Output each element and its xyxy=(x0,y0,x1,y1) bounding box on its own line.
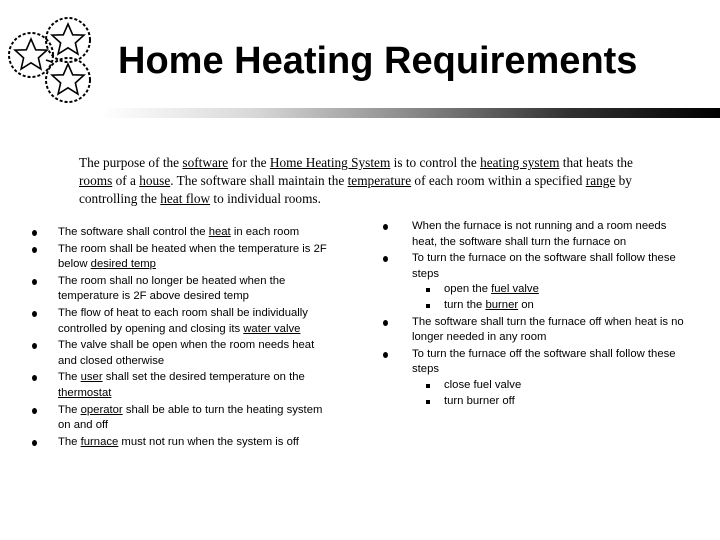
list-item: The room shall no longer be heated when the temperature is 2F above desired temp xyxy=(32,274,332,305)
sub-list-item: close fuel valve xyxy=(426,378,693,394)
bullet-icon xyxy=(383,224,388,230)
list-item: The operator shall be able to turn the heating system on and off xyxy=(32,403,332,434)
left-requirements-list xyxy=(32,225,332,451)
sub-list xyxy=(412,282,693,313)
square-bullet-icon xyxy=(426,384,430,388)
list-item: The furnace must not run when the system is off xyxy=(32,435,332,451)
bullet-icon xyxy=(32,247,37,253)
sub-list xyxy=(412,378,693,409)
bullet-icon xyxy=(32,375,37,381)
bullet-icon xyxy=(383,352,388,358)
bullet-icon xyxy=(32,279,37,285)
gradient-divider xyxy=(100,108,720,118)
bullet-icon xyxy=(32,311,37,317)
sub-list-item: open the fuel valve xyxy=(426,282,693,298)
bullet-icon xyxy=(383,256,388,262)
right-requirements-list xyxy=(383,219,693,410)
page-title: Home Heating Requirements xyxy=(118,40,638,82)
bullet-icon xyxy=(32,230,37,236)
list-item: To turn the furnace off the software shall follow these steps close fuel valve turn burner off xyxy=(383,347,693,409)
list-item: To turn the furnace on the software shall follow these steps open the fuel valve turn the burner on xyxy=(383,251,693,313)
bullet-icon xyxy=(383,320,388,326)
list-item: The software shall turn the furnace off when heat is no longer needed in any room xyxy=(383,315,693,346)
list-item: When the furnace is not running and a room needs heat, the software shall turn the furnace on xyxy=(383,219,693,250)
stars-logo-icon xyxy=(2,8,98,108)
list-item: The flow of heat to each room shall be individually controlled by opening and closing its water valve xyxy=(32,306,332,337)
sub-list-item: turn the burner on xyxy=(426,298,693,314)
list-item: The user shall set the desired temperature on the thermostat xyxy=(32,370,332,401)
bullet-icon xyxy=(32,343,37,349)
list-item: The valve shall be open when the room needs heat and closed otherwise xyxy=(32,338,332,369)
square-bullet-icon xyxy=(426,400,430,404)
square-bullet-icon xyxy=(426,304,430,308)
square-bullet-icon xyxy=(426,288,430,292)
list-item: The software shall control the heat in each room xyxy=(32,225,332,241)
intro-paragraph: The purpose of the software for the Home Heating System is to control the heating system that heats the rooms of a house. The software shall maintain the temperature of each room within a specified range by controlling the heat flow to individual rooms. xyxy=(79,155,633,206)
bullet-icon xyxy=(32,440,37,446)
sub-list-item: turn burner off xyxy=(426,394,693,410)
bullet-icon xyxy=(32,408,37,414)
list-item: The room shall be heated when the temperature is 2F below desired temp xyxy=(32,242,332,273)
